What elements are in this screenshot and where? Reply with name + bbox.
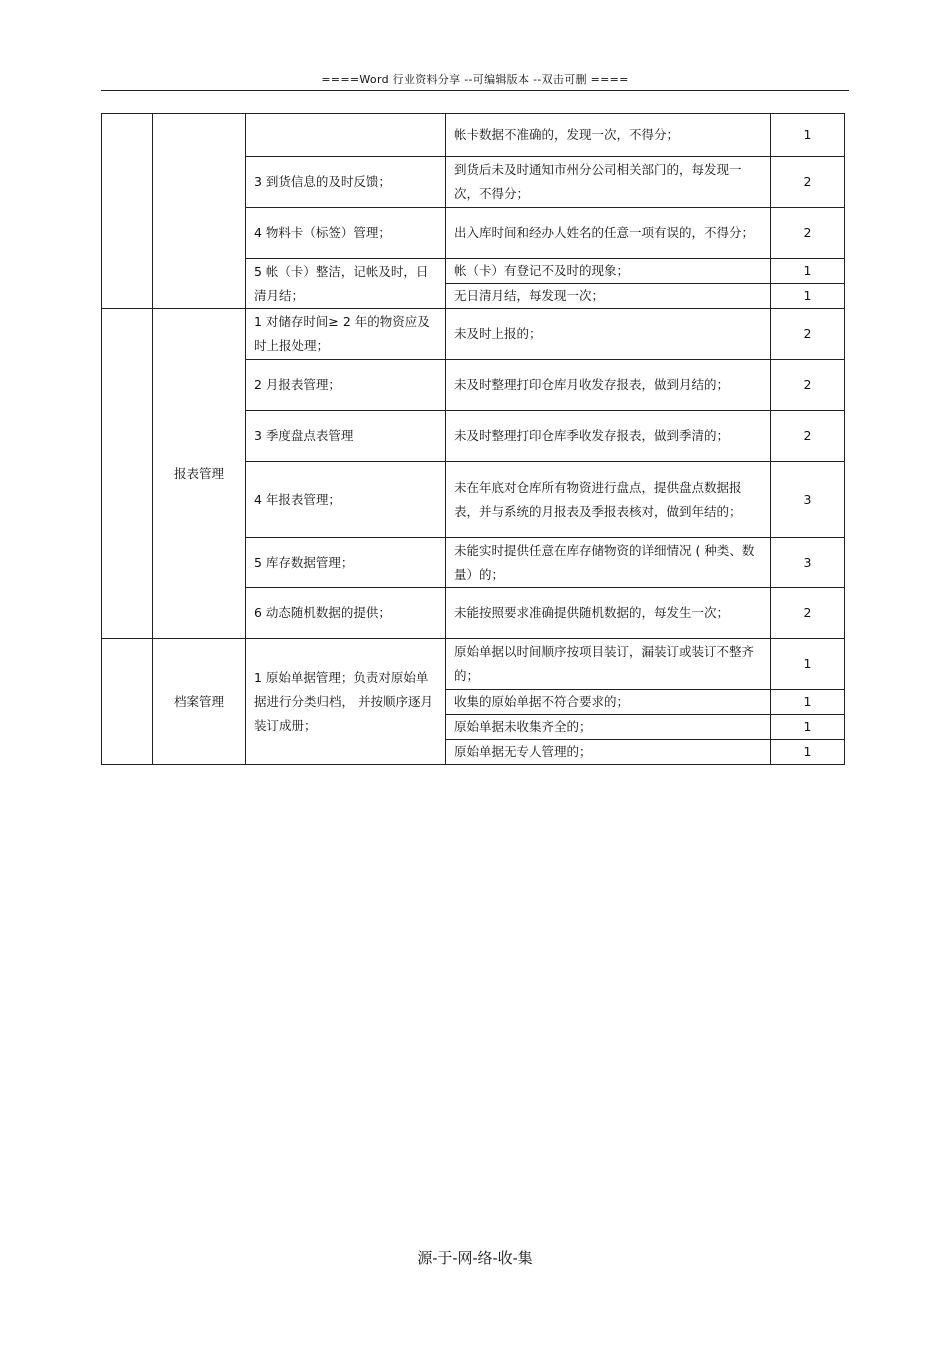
category-cell: 报表管理	[153, 309, 246, 639]
item-cell: 5 帐（卡）整洁，记帐及时，日清月结；	[246, 259, 446, 309]
header-divider	[101, 90, 849, 91]
score-cell: 2	[771, 208, 845, 259]
score-cell: 2	[771, 411, 845, 462]
criteria-cell: 未在年底对仓库所有物资进行盘点，提供盘点数据报表，并与系统的月报表及季报表核对，做到年结的；	[446, 462, 771, 538]
score-cell: 1	[771, 259, 845, 284]
item-cell: 3 到货信息的及时反馈；	[246, 157, 446, 208]
score-cell: 1	[771, 639, 845, 690]
score-cell: 2	[771, 360, 845, 411]
item-cell: 6 动态随机数据的提供；	[246, 588, 446, 639]
criteria-cell: 出入库时间和经办人姓名的任意一项有误的，不得分；	[446, 208, 771, 259]
score-cell: 1	[771, 715, 845, 740]
item-cell: 1 原始单据管理；负责对原始单据进行分类归档， 并按顺序逐月装订成册；	[246, 639, 446, 765]
item-cell: 5 库存数据管理；	[246, 538, 446, 588]
category-cell: 档案管理	[153, 639, 246, 765]
category-cell	[153, 114, 246, 309]
criteria-cell: 未及时上报的；	[446, 309, 771, 360]
section-index-cell	[102, 114, 153, 309]
item-cell	[246, 114, 446, 157]
criteria-cell: 帐卡数据不准确的，发现一次，不得分；	[446, 114, 771, 157]
score-cell: 1	[771, 740, 845, 765]
criteria-cell: 到货后未及时通知市州分公司相关部门的，每发现一次，不得分；	[446, 157, 771, 208]
table-row	[102, 309, 845, 360]
score-cell: 2	[771, 588, 845, 639]
score-cell: 1	[771, 114, 845, 157]
item-cell: 3 季度盘点表管理	[246, 411, 446, 462]
section-index-cell	[102, 639, 153, 765]
criteria-cell: 原始单据以时间顺序按项目装订，漏装订或装订不整齐的；	[446, 639, 771, 690]
page-footer: 源-于-网-络-收-集	[417, 1249, 533, 1267]
criteria-cell: 未能实时提供任意在库存储物资的详细情况 ( 种类、数量）的；	[446, 538, 771, 588]
item-cell: 4 物料卡（标签）管理；	[246, 208, 446, 259]
item-cell: 4 年报表管理；	[246, 462, 446, 538]
score-cell: 3	[771, 538, 845, 588]
item-cell: 2 月报表管理；	[246, 360, 446, 411]
item-cell: 1 对储存时间≥ 2 年的物资应及时上报处理；	[246, 309, 446, 360]
criteria-cell: 未及时整理打印仓库季收发存报表，做到季清的；	[446, 411, 771, 462]
table-row	[102, 639, 845, 690]
score-cell: 2	[771, 157, 845, 208]
criteria-cell: 未能按照要求准确提供随机数据的，每发生一次；	[446, 588, 771, 639]
criteria-cell: 帐（卡）有登记不及时的现象；	[446, 259, 771, 284]
criteria-cell: 原始单据未收集齐全的；	[446, 715, 771, 740]
assessment-table	[101, 113, 845, 765]
table-row	[102, 114, 845, 157]
score-cell: 1	[771, 284, 845, 309]
criteria-cell: 未及时整理打印仓库月收发存报表，做到月结的；	[446, 360, 771, 411]
criteria-cell: 收集的原始单据不符合要求的；	[446, 690, 771, 715]
criteria-cell: 原始单据无专人管理的；	[446, 740, 771, 765]
criteria-cell: 无日清月结，每发现一次；	[446, 284, 771, 309]
page-header: ====Word 行业资料分享 --可编辑版本 --双击可删 ====	[321, 73, 629, 86]
section-index-cell	[102, 309, 153, 639]
score-cell: 3	[771, 462, 845, 538]
score-cell: 2	[771, 309, 845, 360]
score-cell: 1	[771, 690, 845, 715]
